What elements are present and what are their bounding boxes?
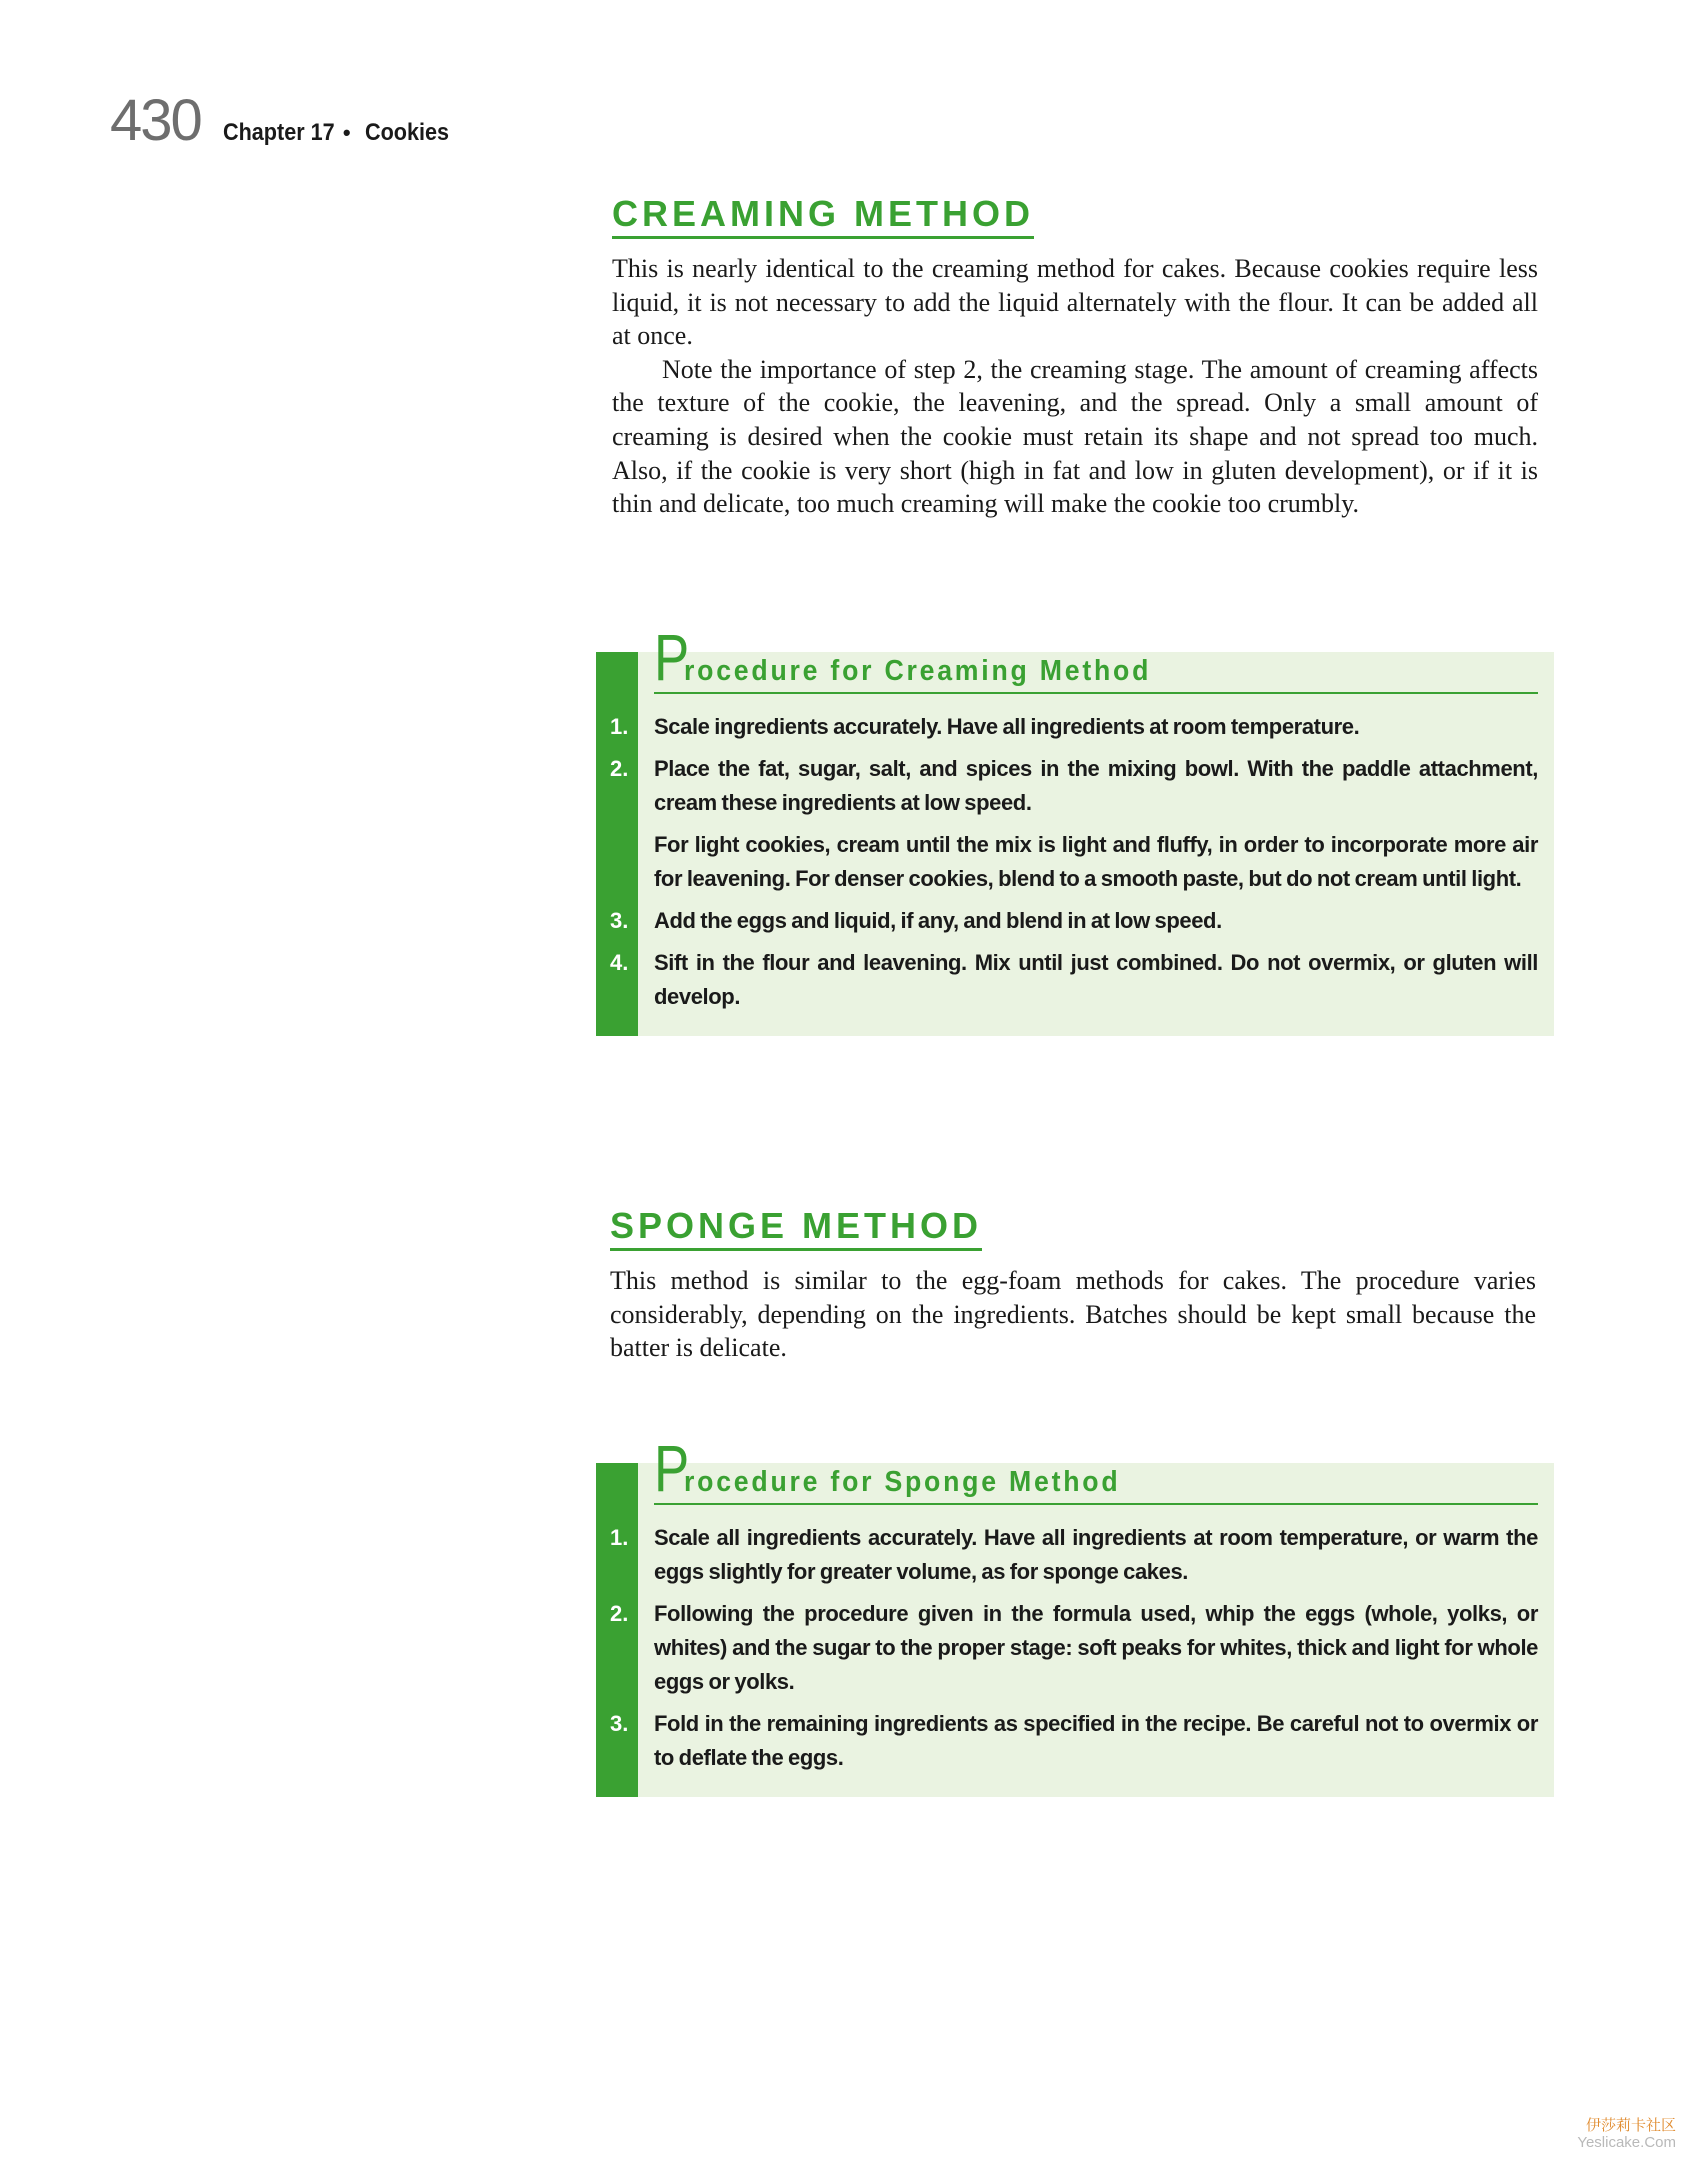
procedure-title-text: rocedure for Creaming Method (684, 655, 1152, 687)
watermark-chinese: 伊莎莉卡社区 (1585, 2116, 1676, 2134)
procedure-steps (596, 1521, 1554, 1783)
body-paragraph: This method is similar to the egg-foam methods for cakes. The procedure varies considerably, depending on the ingredients. Batches should be kept small because the batter is delicate. (610, 1266, 1536, 1363)
step-number: 2. (610, 1601, 629, 1626)
procedure-title-initial: P (654, 1431, 690, 1505)
procedure-step (596, 1521, 1554, 1589)
page-number: 430 (110, 88, 201, 153)
procedure-title (654, 1431, 1538, 1505)
body-paragraph: Note the importance of step 2, the creaming stage. The amount of creaming affects the texture of the cookie, the leavening, and the spread. Only a small amount of creaming is desired when the cookie must retain its shape and not spread too much. Also, if the cookie is very short (high in fat and low in gluten development), or if it is thin and delicate, too much creaming will make the cookie too crumbly. (612, 354, 1538, 519)
sponge-procedure-box (596, 1431, 1554, 1797)
procedure-step (596, 1597, 1554, 1699)
procedure-steps (596, 710, 1554, 1022)
site-watermark (1577, 2117, 1676, 2152)
procedure-step (596, 752, 1554, 896)
step-number: 1. (610, 714, 629, 739)
step-note: For light cookies, cream until the mix is light and fluffy, in order to incorporate more air for leavening. For denser cookies, blend to a smooth paste, but do not cream until light. (654, 832, 1538, 891)
watermark-url: Yeslicake.Com (1577, 2133, 1676, 2151)
procedure-step (596, 710, 1554, 744)
running-header (110, 88, 458, 153)
step-text: Add the eggs and liquid, if any, and blend in at low speed. (654, 908, 1222, 933)
step-text: Scale all ingredients accurately. Have all ingredients at room temperature, or warm the eggs slightly for greater volume, as for sponge cakes. (654, 1525, 1538, 1584)
step-number: 4. (610, 950, 629, 975)
section-label: Cookies (364, 119, 449, 146)
procedure-title (654, 620, 1538, 694)
procedure-step (596, 1707, 1554, 1775)
step-number: 2. (610, 756, 629, 781)
step-number: 1. (610, 1525, 629, 1550)
step-number: 3. (610, 1711, 629, 1736)
creaming-method-body (612, 252, 1538, 521)
step-text: Place the fat, sugar, salt, and spices in the mixing bowl. With the paddle attachment, cream these ingredients at low speed. (654, 756, 1538, 815)
procedure-title-text: rocedure for Sponge Method (684, 1466, 1121, 1498)
step-text: Following the procedure given in the formula used, whip the eggs (whole, yolks, or whites) and the sugar to the proper stage: soft peaks for whites, thick and light for whole eggs or yolks. (654, 1601, 1538, 1694)
step-number: 3. (610, 908, 629, 933)
creaming-method-heading: CREAMING METHOD (612, 194, 1034, 239)
sponge-method-heading: SPONGE METHOD (610, 1206, 982, 1251)
sponge-method-body (610, 1264, 1536, 1365)
header-separator: • (342, 120, 351, 145)
step-text: Scale ingredients accurately. Have all ingredients at room temperature. (654, 714, 1360, 739)
step-text: Fold in the remaining ingredients as specified in the recipe. Be careful not to overmix or to deflate the eggs. (654, 1711, 1538, 1770)
procedure-step (596, 904, 1554, 938)
body-paragraph: This is nearly identical to the creaming method for cakes. Because cookies require less liquid, it is not necessary to add the liquid alternately with the flour. It can be added all at once. (612, 254, 1538, 351)
creaming-procedure-box (596, 620, 1554, 1036)
procedure-title-initial: P (654, 620, 690, 694)
procedure-step (596, 946, 1554, 1014)
step-text: Sift in the flour and leavening. Mix until just combined. Do not overmix, or gluten will develop. (654, 950, 1538, 1009)
chapter-label: Chapter 17 (222, 119, 335, 146)
